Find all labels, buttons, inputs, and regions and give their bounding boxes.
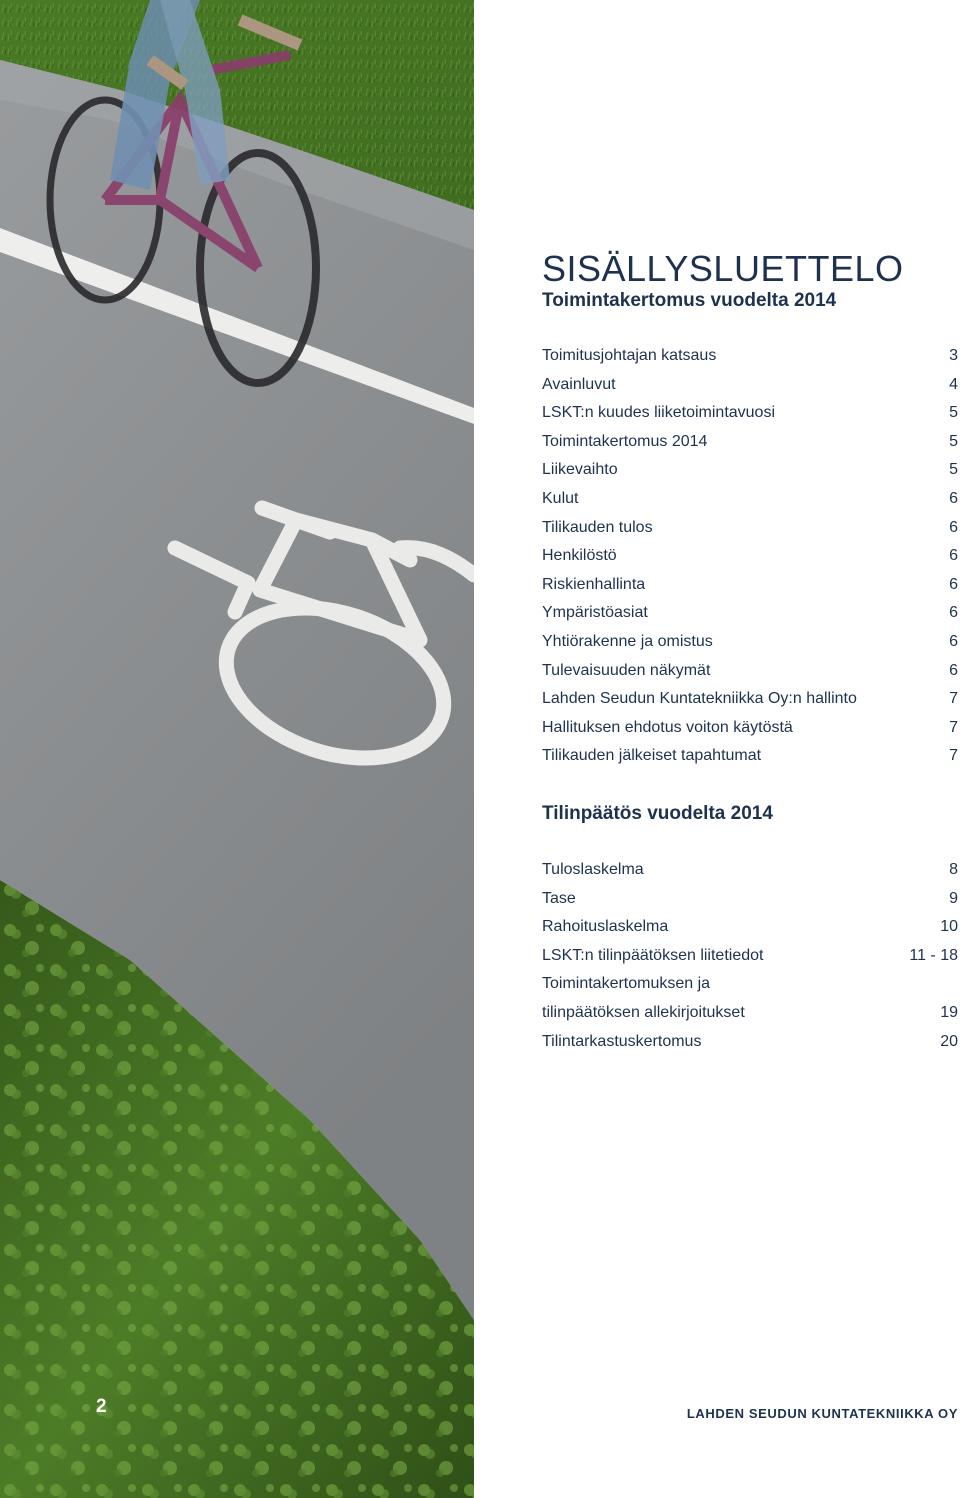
toc-item-label: Rahoituslaskelma	[542, 918, 669, 936]
toc-item[interactable]	[542, 490, 958, 519]
toc-item[interactable]	[542, 1004, 958, 1033]
toc-item-page: 5	[949, 461, 958, 479]
toc-item-page: 10	[940, 918, 958, 936]
toc-item[interactable]	[542, 576, 958, 605]
page-title: SISÄLLYSLUETTELO	[542, 248, 904, 290]
toc-item-page: 8	[949, 861, 958, 878]
toc-item-label: Tase	[542, 889, 576, 907]
toc-list-tilinpaatos	[542, 861, 958, 1061]
toc-item[interactable]	[542, 690, 958, 719]
footer-company-name: LAHDEN SEUDUN KUNTATEKNIIKKA OY	[686, 1406, 958, 1421]
toc-item-page: 6	[949, 489, 958, 507]
toc-item-page: 6	[949, 604, 958, 622]
toc-item[interactable]	[542, 347, 958, 376]
toc-item-page: 20	[940, 1032, 958, 1050]
toc-item-page: 5	[949, 432, 958, 450]
toc-item-page: 7	[949, 747, 958, 765]
toc-item-label: Ympäristöasiat	[542, 604, 648, 622]
toc-item[interactable]	[542, 662, 958, 691]
toc-item[interactable]	[542, 747, 958, 776]
toc-item-page: 6	[949, 547, 958, 565]
toc-item[interactable]	[542, 918, 958, 947]
toc-item[interactable]	[542, 376, 958, 405]
section-heading-toimintakertomus: Toimintakertomus vuodelta 2014	[542, 290, 837, 311]
toc-item-label: tilinpäätöksen allekirjoitukset	[542, 1003, 745, 1021]
toc-item-page: 6	[949, 518, 958, 536]
toc-item-page: 7	[949, 718, 958, 736]
toc-item-label: Toimintakertomus 2014	[542, 432, 708, 450]
toc-item[interactable]	[542, 947, 958, 976]
toc-item-label: Tilikauden jälkeiset tapahtumat	[542, 747, 762, 765]
cover-photo-cyclist-on-bike-path	[0, 0, 474, 1498]
toc-item-label: Toimintakertomuksen ja	[542, 975, 711, 993]
toc-item-label: LSKT:n kuudes liiketoimintavuosi	[542, 404, 776, 422]
page-number: 2	[96, 1396, 108, 1417]
section-heading-tilinpaatos: Tilinpäätös vuodelta 2014	[542, 803, 773, 824]
toc-item-label: Riskienhallinta	[542, 575, 646, 593]
toc-item-label: Lahden Seudun Kuntatekniikka Oy:n hallinto	[542, 690, 857, 708]
toc-item[interactable]	[542, 433, 958, 462]
toc-item-label: Tulevaisuuden näkymät	[542, 661, 711, 679]
toc-item-page: 3	[949, 347, 958, 364]
toc-item-page: 6	[949, 575, 958, 593]
toc-item-label: Liikevaihto	[542, 461, 618, 479]
toc-item-label: Toimitusjohtajan katsaus	[542, 347, 717, 364]
toc-item-page: 11 - 18	[909, 946, 958, 964]
toc-item[interactable]	[542, 547, 958, 576]
toc-item[interactable]	[542, 633, 958, 662]
toc-item-label: Kulut	[542, 489, 579, 507]
toc-item[interactable]	[542, 604, 958, 633]
toc-item-page: 9	[949, 889, 958, 907]
toc-list-toimintakertomus	[542, 347, 958, 776]
toc-item-page: 4	[949, 375, 958, 393]
toc-item[interactable]	[542, 975, 958, 1004]
toc-item[interactable]	[542, 1033, 958, 1062]
toc-item[interactable]	[542, 404, 958, 433]
toc-item-label: Hallituksen ehdotus voiton käytöstä	[542, 718, 793, 736]
toc-item-label: Henkilöstö	[542, 547, 617, 565]
toc-item-page: 5	[949, 404, 958, 422]
toc-item-label: Avainluvut	[542, 375, 616, 393]
toc-item-label: Tuloslaskelma	[542, 861, 644, 878]
toc-item-label: Tilikauden tulos	[542, 518, 653, 536]
toc-item-label: Tilintarkastuskertomus	[542, 1032, 702, 1050]
toc-item-page: 6	[949, 661, 958, 679]
toc-item[interactable]	[542, 719, 958, 748]
toc-item-label: Yhtiörakenne ja omistus	[542, 632, 713, 650]
toc-item[interactable]	[542, 861, 958, 890]
photo-illustration	[0, 0, 474, 1498]
toc-item[interactable]	[542, 461, 958, 490]
toc-item[interactable]	[542, 890, 958, 919]
toc-item-page: 7	[949, 690, 958, 708]
toc-item-label: LSKT:n tilinpäätöksen liitetiedot	[542, 946, 764, 964]
toc-item-page: 19	[940, 1003, 958, 1021]
toc-item[interactable]	[542, 519, 958, 548]
toc-item-page: 6	[949, 632, 958, 650]
